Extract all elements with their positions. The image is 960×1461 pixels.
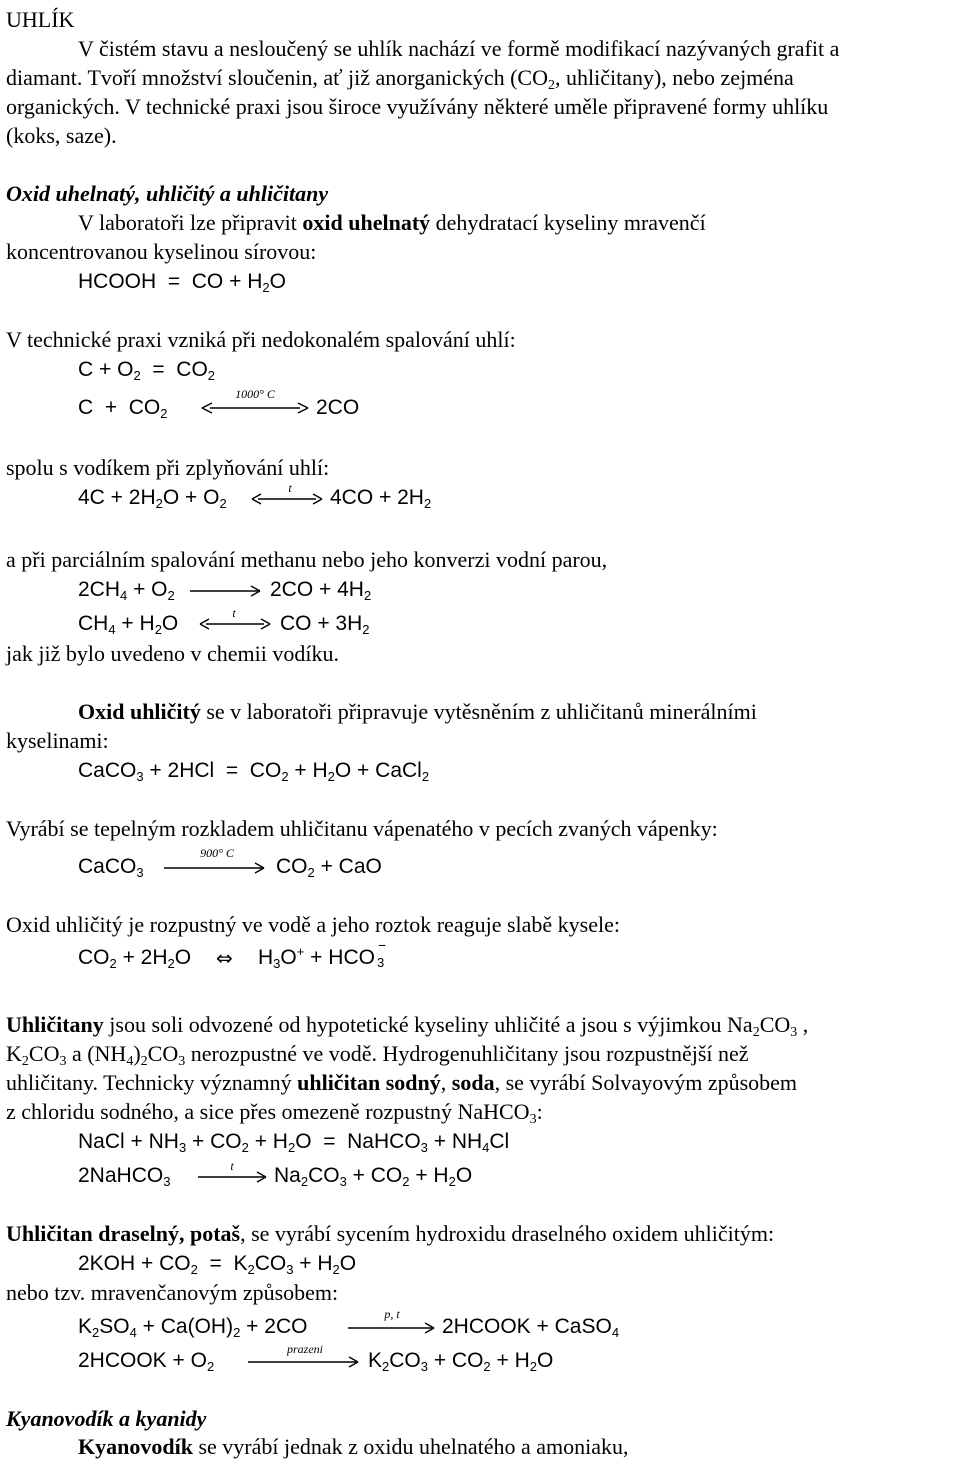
arrow-label-t: t: [232, 606, 236, 620]
equilibrium-double-arrow-icon: ⇔: [216, 946, 233, 970]
equation-caco3-decomp-right: $CO_2$ + CaO: [276, 855, 382, 880]
arrow-label-900c: 900° C: [200, 846, 234, 860]
intro-line-3: organických. V technické praxi jsou široce využívány některé uměle připravené formy uhlíku: [6, 94, 829, 119]
arrow-label-t: t: [230, 1159, 234, 1173]
arrow-label-prazeni: prazeni: [287, 1342, 323, 1356]
paragraph-co-lab: V laboratoři lze připravit oxid uhelnatý dehydratací kyseliny mravenčí: [78, 210, 706, 235]
equation-gasification-right: $4CO + 2H_2$: [330, 486, 432, 511]
arrow-label-t: t: [288, 481, 292, 495]
equation-boudouard-left: $C + CO_2$: [78, 396, 168, 421]
paragraph-gasification: spolu s vodíkem při zplyňování uhlí:: [6, 455, 330, 480]
equation-formate-1-right: 2HCOOK + CaSO$_4$: [442, 1315, 620, 1340]
right-arrow-icon: [196, 1170, 268, 1184]
equilibrium-arrow-icon: [200, 401, 310, 415]
right-arrow-icon: [346, 1321, 436, 1335]
paragraph-co2-solubility: Oxid uhličitý je rozpustný ve vodě a jeho roztok reaguje slabě kysele:: [6, 912, 620, 937]
equation-formate-2-left: 2HCOOK + $O_2$: [78, 1349, 215, 1374]
equation-solvay-2-right: $Na_2CO_3 + CO_2 + H_2O$: [274, 1164, 473, 1189]
paragraph-co2-lab: Oxid uhličitý se v laboratoři připravuje vytěsněním z uhličitanů minerálními: [78, 699, 757, 724]
paragraph-carbonates-3: uhličitany. Technicky významný uhličitan sodný, soda, se vyrábí Solvayovým způsobem: [6, 1070, 798, 1095]
equation-caco3-decomp-left: CaCO$_3$: [78, 855, 144, 880]
equation-methane-burn-right: $2CO + 4H_2$: [270, 578, 372, 603]
paragraph-co2-lab-cont: kyselinami:: [6, 728, 109, 753]
equation-c-o2: $C + O_2 = CO_2$: [78, 358, 216, 383]
arrow-label-1000c: 1000° C: [235, 387, 275, 401]
equation-methane-steam-right: CO + $3H_2$: [280, 612, 370, 637]
right-arrow-icon: [246, 1355, 360, 1369]
right-arrow-icon: [188, 584, 262, 598]
equation-gasification-left: $4C + 2H_2O + O_2$: [78, 486, 227, 511]
paragraph-limekiln: Vyrábí se tepelným rozkladem uhličitanu vápenatého v pecích zvaných vápenky:: [6, 816, 718, 841]
paragraph-carbonates-1: Uhličitany jsou soli odvozené od hypotetické kyseliny uhličité a jsou s výjimkou $Na_2CO_3$ ,: [6, 1012, 809, 1040]
equation-solvay-1: NaCl + $NH_3 + CO_2 + H_2O$ = NaHCO$_3$ + $NH_4Cl$: [78, 1130, 510, 1155]
paragraph-potash: Uhličitan draselný, potaš, se vyrábí sycením hydroxidu draselného oxidem uhličitým:: [6, 1221, 775, 1246]
section-title-oxides: Oxid uhelnatý, uhličitý a uhličitany: [6, 181, 329, 206]
section-title-cyanides: Kyanovodík a kyanidy: [6, 1406, 207, 1431]
paragraph-carbonates-2: $K_2CO_3$ a $(NH_4)_2CO_3$ nerozpustné ve vodě. Hydrogenuhličitany jsou rozpustnější než: [6, 1041, 749, 1069]
paragraph-incomplete-burning: V technické praxi vzniká při nedokonalém spalování uhlí:: [6, 327, 516, 352]
equation-caco3-hcl: CaCO$_3$ + $2HCl = CO_2 + H_2O$ + CaCl$_2$: [78, 759, 430, 784]
paragraph-hcn: Kyanovodík se vyrábí jednak z oxidu uhelnatého a amoniaku,: [78, 1434, 629, 1459]
equation-carbonic-right: $H_3O^+$ + HCO − 3: [258, 937, 387, 971]
equilibrium-arrow-icon: [250, 492, 324, 506]
paragraph-hydrogen-ref: jak již bylo uvedeno v chemii vodíku.: [6, 641, 339, 666]
equation-solvay-2-left: 2NaHCO$_3$: [78, 1164, 171, 1189]
equation-methane-burn-left: $2CH_4 + O_2$: [78, 578, 175, 603]
intro-line-2: diamant. Tvoří množství sloučenin, ať již anorganických ($CO_2$, uhličitany), nebo zejména: [6, 65, 794, 93]
page-heading: UHLÍK: [6, 7, 75, 32]
paragraph-formate-method: nebo tzv. mravenčanovým způsobem:: [6, 1280, 339, 1305]
arrow-label-p-t: p, t: [384, 1307, 400, 1321]
right-arrow-icon: [162, 861, 266, 875]
equilibrium-arrow-icon: [198, 617, 272, 631]
intro-line-1: V čistém stavu a nesloučený se uhlík nachází ve formě modifikací nazývaných grafit a: [78, 36, 840, 61]
equation-boudouard-right: 2CO: [316, 396, 360, 419]
equation-carbonic-left: $CO_2 + 2H_2O$: [78, 946, 192, 971]
intro-line-4: (koks, saze).: [6, 123, 117, 148]
paragraph-carbonates-4: z chloridu sodného, a sice přes omezeně rozpustný NaHCO$_3$:: [6, 1099, 543, 1127]
equation-formate-1-left: $K_2SO_4 + Ca(OH)_2 + 2CO$: [78, 1315, 308, 1340]
equation-methane-steam-left: $CH_4 + H_2O$: [78, 612, 179, 637]
equation-formate-2-right: $K_2CO_3 + CO_2 + H_2O$: [368, 1349, 554, 1374]
equation-koh-co2: $2KOH + CO_2 = K_2CO_3 + H_2O$: [78, 1252, 357, 1277]
paragraph-co-lab-cont: koncentrovanou kyselinou sírovou:: [6, 239, 317, 264]
paragraph-methane: a při parciálním spalování methanu nebo jeho konverzi vodní parou,: [6, 547, 608, 572]
equation-hcooh: HCOOH = CO + $H_2O$: [78, 270, 286, 295]
